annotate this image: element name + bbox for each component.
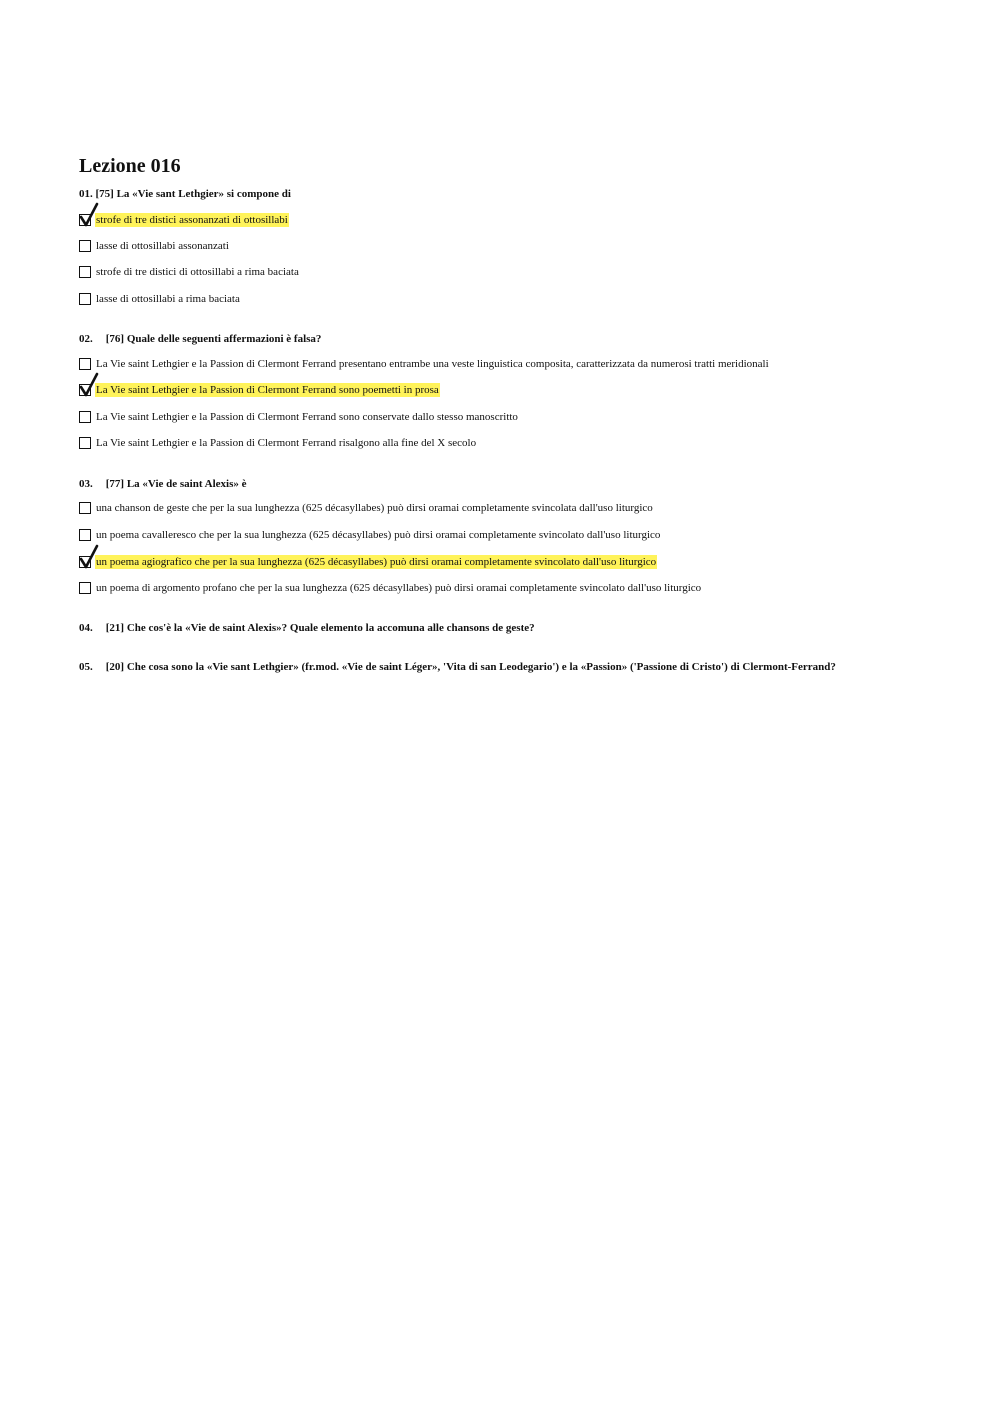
question-05 <box>79 660 836 674</box>
option-label: La Vie saint Lethgier e la Passion di Clermont Ferrand sono conservate dallo stesso manoscritto <box>96 411 518 423</box>
option-label: La Vie saint Lethgier e la Passion di Clermont Ferrand presentano entrambe una veste linguistica composita, caratterizzata da numerosi tratti meridionali <box>96 358 769 370</box>
checkbox-checked[interactable] <box>79 214 91 226</box>
option-03-a[interactable] <box>79 500 654 516</box>
question-number: 01. <box>79 188 93 200</box>
option-01-b[interactable] <box>79 238 230 254</box>
checkbox[interactable] <box>79 502 91 514</box>
question-03 <box>79 477 247 491</box>
question-text: [76] Quale delle seguenti affermazioni è falsa? <box>105 333 322 345</box>
question-number: 05. <box>79 661 93 673</box>
option-label: un poema cavalleresco che per la sua lunghezza (625 décasyllabes) può dirsi oramai completamente svincolato dall'uso liturgico <box>96 529 661 541</box>
option-01-a[interactable] <box>79 212 289 228</box>
option-02-c[interactable] <box>79 409 519 425</box>
question-text: [20] Che cosa sono la «Vie sant Lethgier» (fr.mod. «Vie de saint Léger», 'Vita di san Leodegario') e la «Passion» ('Passione di Cristo') di Clermont-Ferrand? <box>105 661 836 673</box>
option-02-a[interactable] <box>79 356 770 372</box>
question-01 <box>79 187 291 201</box>
question-number: 03. <box>79 478 93 490</box>
option-label: strofe di tre distici assonanzati di ottosillabi <box>96 214 288 226</box>
checkbox[interactable] <box>79 293 91 305</box>
option-label: un poema agiografico che per la sua lunghezza (625 décasyllabes) può dirsi oramai completamente svincolato dall'uso liturgico <box>96 556 657 568</box>
option-label: un poema di argomento profano che per la sua lunghezza (625 décasyllabes) può dirsi oramai completamente svincolato dall'uso liturgico <box>96 582 702 594</box>
option-label: La Vie saint Lethgier e la Passion di Clermont Ferrand risalgono alla fine del X secolo <box>96 437 477 449</box>
checkbox[interactable] <box>79 240 91 252</box>
option-label: lasse di ottosillabi a rima baciata <box>96 293 240 305</box>
question-number: 04. <box>79 622 93 634</box>
checkbox-checked[interactable] <box>79 556 91 568</box>
checkbox-checked[interactable] <box>79 384 91 396</box>
option-01-c[interactable] <box>79 264 300 280</box>
option-label: lasse di ottosillabi assonanzati <box>96 240 229 252</box>
checkbox[interactable] <box>79 358 91 370</box>
question-number: 02. <box>79 333 93 345</box>
option-label: strofe di tre distici di ottosillabi a rima baciata <box>96 266 299 278</box>
option-01-d[interactable] <box>79 291 241 307</box>
checkbox[interactable] <box>79 437 91 449</box>
option-label: La Vie saint Lethgier e la Passion di Clermont Ferrand sono poemetti in prosa <box>96 384 439 396</box>
question-04 <box>79 621 535 635</box>
option-03-c[interactable] <box>79 554 657 570</box>
checkbox[interactable] <box>79 411 91 423</box>
checkbox[interactable] <box>79 266 91 278</box>
option-03-d[interactable] <box>79 580 702 596</box>
option-label: una chanson de geste che per la sua lunghezza (625 décasyllabes) può dirsi oramai completamente svincolata dall'uso liturgico <box>96 502 653 514</box>
option-02-d[interactable] <box>79 435 477 451</box>
question-02 <box>79 332 321 346</box>
checkbox[interactable] <box>79 529 91 541</box>
question-text: [21] Che cos'è la «Vie de saint Alexis»? Quale elemento la accomuna alle chansons de geste? <box>105 622 535 634</box>
checkbox[interactable] <box>79 582 91 594</box>
page-title: Lezione 016 <box>79 155 181 177</box>
question-text: [77] La «Vie de saint Alexis» è <box>105 478 247 490</box>
question-text: [75] La «Vie sant Lethgier» si compone di <box>95 188 291 200</box>
option-03-b[interactable] <box>79 527 661 543</box>
option-02-b[interactable] <box>79 382 440 398</box>
